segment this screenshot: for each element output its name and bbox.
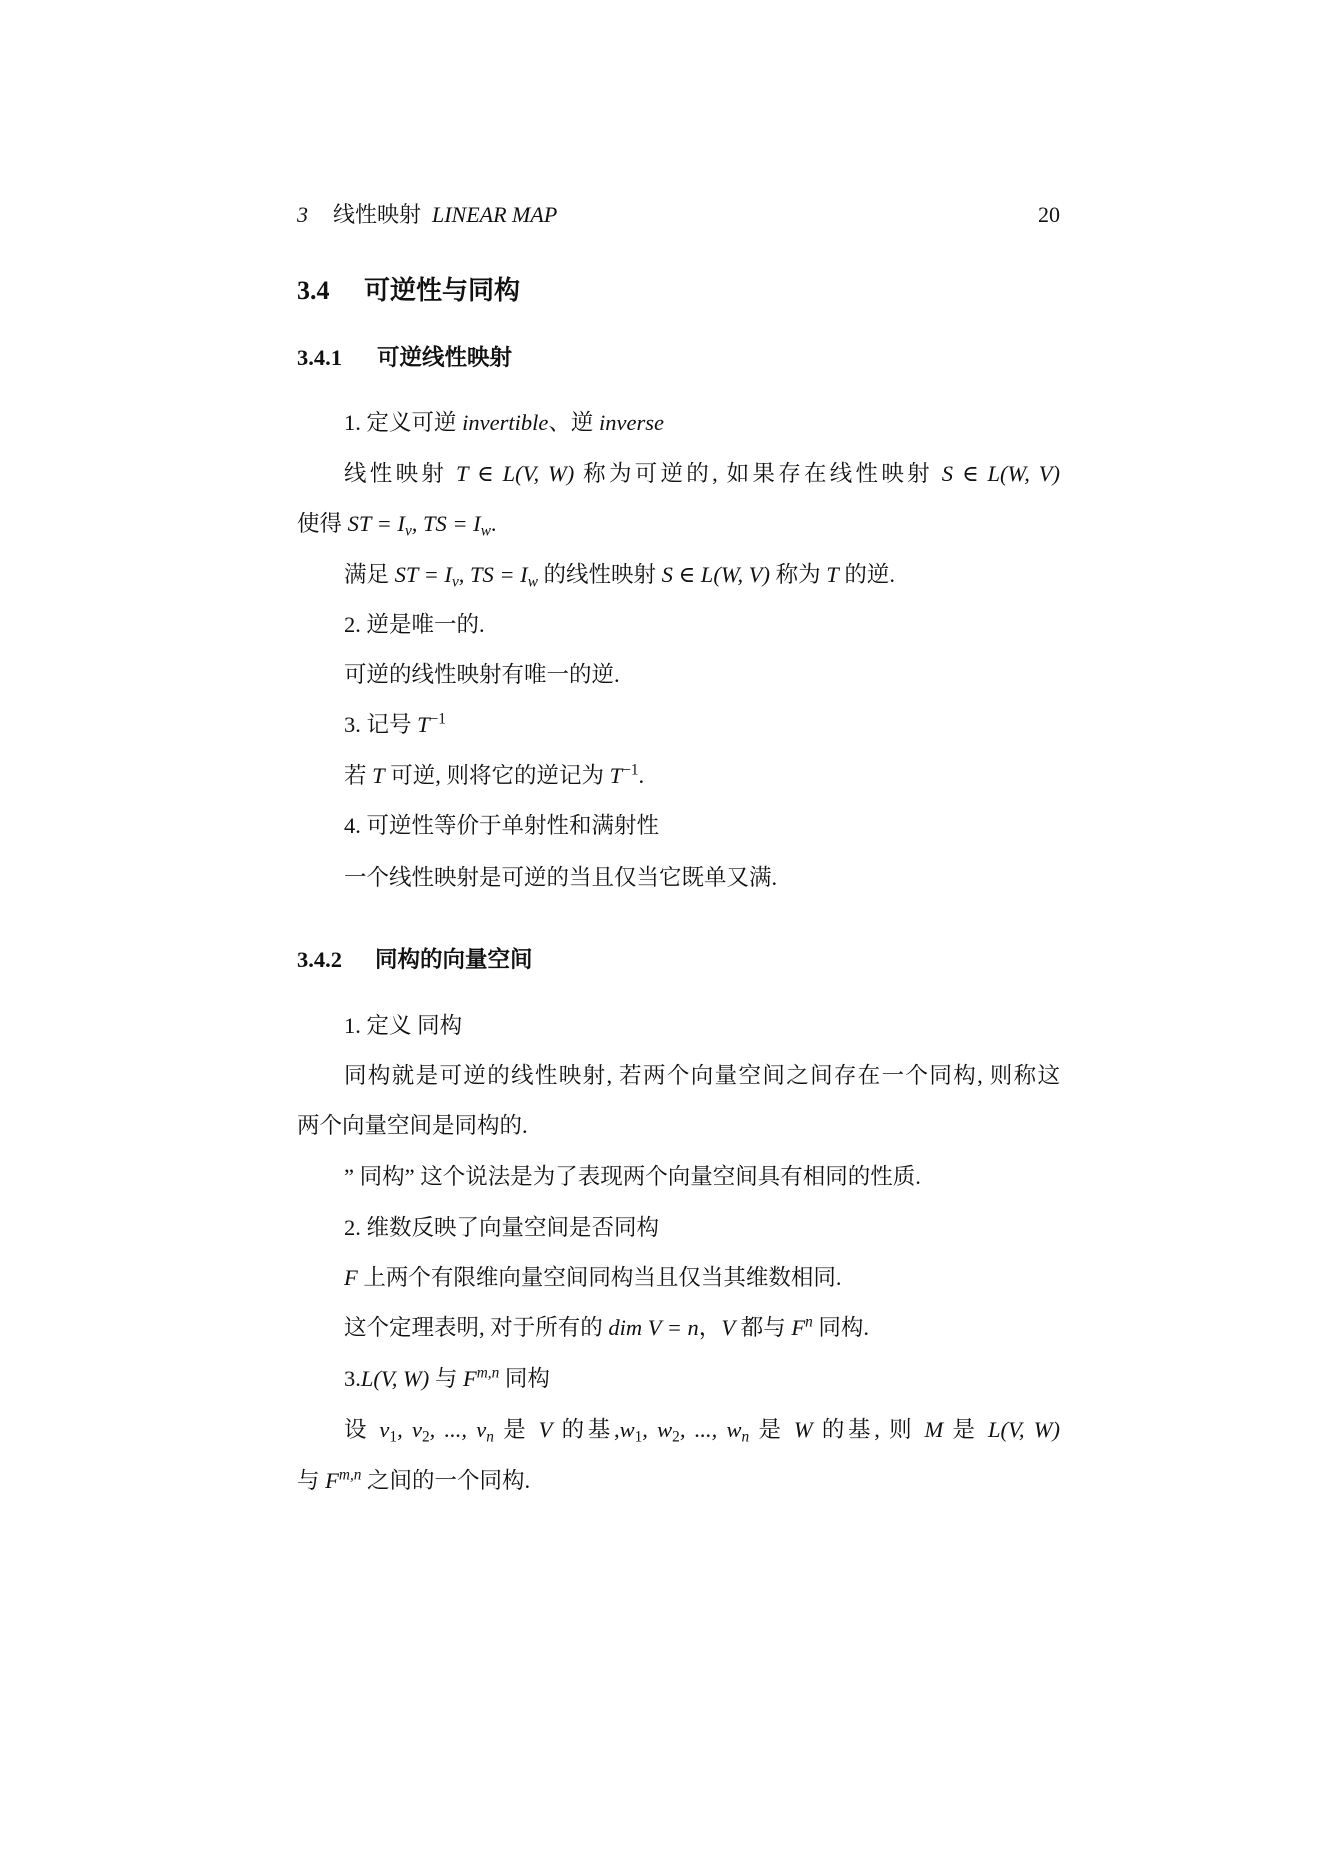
text-run: 的基, 则	[812, 1417, 925, 1442]
text-run: 两个向量空间是	[297, 1113, 455, 1138]
section-number: 3.4	[297, 276, 330, 305]
text-run: 就是可逆的线性映射, 若两个向量空间之间存在一个同构, 则称这	[391, 1063, 1060, 1088]
text-run: 满足	[344, 562, 395, 587]
chapter-title: 线性映射	[333, 202, 422, 227]
paragraph-line	[344, 759, 1060, 793]
superscript: m,n	[338, 1466, 362, 1484]
text-run: 与	[429, 1366, 463, 1391]
math-expression: S ∈ L(W, V)	[661, 562, 770, 587]
text-run: 可逆, 则将它的逆记为	[384, 763, 610, 788]
text-run: 这个定理表明, 对于所有的	[344, 1315, 609, 1340]
math-expression: , v	[397, 1417, 422, 1442]
emphasis-term: 同构	[417, 1013, 463, 1038]
math-expression: v	[379, 1417, 390, 1442]
subscript: n	[741, 1428, 750, 1446]
subscript: 2	[421, 1428, 430, 1446]
paragraph-line	[344, 1160, 1060, 1194]
text-run: 称为	[574, 461, 635, 486]
superscript: −1	[429, 710, 446, 728]
text-run: 同构	[499, 1366, 550, 1391]
math-expression: , ..., w	[679, 1417, 742, 1442]
text-run: 3.	[344, 1366, 361, 1391]
paragraph-line	[344, 1009, 1060, 1043]
math-expression: L(V, W)	[987, 1417, 1060, 1442]
math-expression: T	[372, 763, 385, 788]
subscript: w	[480, 522, 491, 540]
paragraph-line	[297, 507, 1060, 541]
text-run: 1. 定义	[344, 410, 412, 435]
text-run: ，	[698, 1315, 722, 1340]
math-expression: F	[791, 1315, 806, 1340]
subscript: 1	[634, 1428, 643, 1446]
text-run: 一个线性映射是可逆的当且仅当它既单又满.	[344, 865, 778, 890]
text-run: 上两个有限维向量空间同构当且仅当其维数相同.	[357, 1265, 842, 1290]
text-run: .	[522, 1113, 528, 1138]
text-run: 使得	[297, 511, 348, 536]
math-expression: , TS = I	[411, 511, 481, 536]
text-run: 是	[943, 1417, 988, 1442]
math-expression: S ∈ L(W, V)	[941, 461, 1060, 486]
emphasis-term: 同构	[344, 1063, 392, 1088]
paragraph-line	[344, 658, 1060, 692]
paragraph-line	[297, 1464, 1060, 1498]
chapter-number: 3	[297, 202, 308, 227]
emphasis-term: 可逆	[411, 410, 463, 435]
math-expression: T	[826, 562, 839, 587]
superscript: n	[805, 1313, 813, 1331]
paragraph-line	[344, 406, 1060, 440]
math-expression: F	[325, 1468, 339, 1493]
math-expression: F	[344, 1265, 358, 1290]
paragraph-line	[344, 861, 1060, 895]
superscript: −1	[622, 761, 639, 779]
text-run: 是	[749, 1417, 794, 1442]
subscript: 1	[389, 1428, 398, 1446]
math-expression: V	[538, 1417, 553, 1442]
text-run: 之间的一个同构.	[361, 1468, 531, 1493]
text-run: 4. 可逆性等价于单射性和满射性	[344, 813, 660, 838]
text-run: 与	[297, 1468, 326, 1493]
text-run: 设	[344, 1417, 380, 1442]
text-run: 1. 定义	[344, 1013, 418, 1038]
chapter-title-en: LINEAR MAP	[432, 202, 558, 227]
text-run: .	[638, 763, 645, 788]
text-run: 同构.	[812, 1315, 869, 1340]
subsection-title: 可逆线性映射	[377, 345, 513, 370]
paragraph-line	[344, 809, 1060, 843]
text-run: 称为	[769, 562, 827, 587]
emphasis-term: 同构的	[454, 1113, 523, 1138]
text-run: ” 同构” 这个说法是为了表现两个向量空间具有相同的性质.	[344, 1164, 921, 1189]
emphasis-term: 逆	[570, 410, 600, 435]
math-expression: w	[619, 1417, 635, 1442]
text-run: 的逆.	[838, 562, 896, 587]
subscript: w	[527, 573, 538, 591]
paragraph-line	[297, 1109, 1060, 1143]
text-run: 都与	[735, 1315, 792, 1340]
subsection-title: 同构的向量空间	[375, 947, 533, 972]
paragraph-line	[344, 1311, 1060, 1345]
paragraph-line	[344, 1261, 1060, 1295]
english-term: inverse	[599, 410, 665, 435]
paragraph-line	[344, 1059, 1060, 1093]
text-run: 2. 维数反映了向量空间是否同构	[344, 1215, 660, 1240]
text-run: 可逆的线性映射有唯一的逆.	[344, 662, 620, 687]
paragraph-line	[344, 558, 1060, 592]
subscript: 2	[672, 1428, 680, 1446]
paragraph-line	[344, 457, 1060, 491]
math-expression: , w	[642, 1417, 673, 1442]
text-run: .	[490, 511, 497, 536]
math-expression: T	[609, 763, 623, 788]
math-expression: V	[721, 1315, 736, 1340]
text-run: 、	[548, 410, 571, 435]
text-run: , 如果存在线性映射	[712, 461, 942, 486]
text-run: 2. 逆是唯一的.	[344, 612, 485, 637]
superscript: m,n	[476, 1364, 500, 1382]
subscript: n	[486, 1428, 494, 1446]
math-expression: ST = I	[347, 511, 405, 536]
math-expression: T	[417, 712, 430, 737]
paragraph-line	[344, 708, 1060, 742]
english-term: invertible	[462, 410, 549, 435]
emphasis-term: 可逆的	[634, 461, 713, 486]
math-expression: M	[924, 1417, 944, 1442]
math-expression: dim V = n	[608, 1315, 699, 1340]
paragraph-line	[344, 1413, 1060, 1447]
paragraph-line	[344, 1211, 1060, 1245]
page-number: 20	[1038, 202, 1060, 227]
text-run: 的基,	[552, 1417, 620, 1442]
math-expression: , TS = I	[458, 562, 528, 587]
text-run: 线性映射	[344, 461, 457, 486]
text-run: 若	[344, 763, 373, 788]
subscript: v	[451, 573, 459, 591]
paragraph-line	[344, 1362, 1060, 1396]
math-expression: F	[462, 1366, 477, 1391]
subsection-number: 3.4.2	[297, 947, 342, 972]
text-run: 3. 记号	[344, 712, 418, 737]
math-expression: ST = I	[394, 562, 452, 587]
text-run: 是	[493, 1417, 539, 1442]
section-title: 可逆性与同构	[364, 276, 521, 305]
paragraph-line	[344, 608, 1060, 642]
subscript: v	[404, 522, 412, 540]
math-expression: L(V, W)	[360, 1366, 430, 1391]
math-expression: , ..., v	[429, 1417, 487, 1442]
math-expression: W	[793, 1417, 813, 1442]
math-expression: T ∈ L(V, W)	[456, 461, 575, 486]
text-run: 的线性映射	[537, 562, 662, 587]
subsection-number: 3.4.1	[297, 345, 342, 370]
